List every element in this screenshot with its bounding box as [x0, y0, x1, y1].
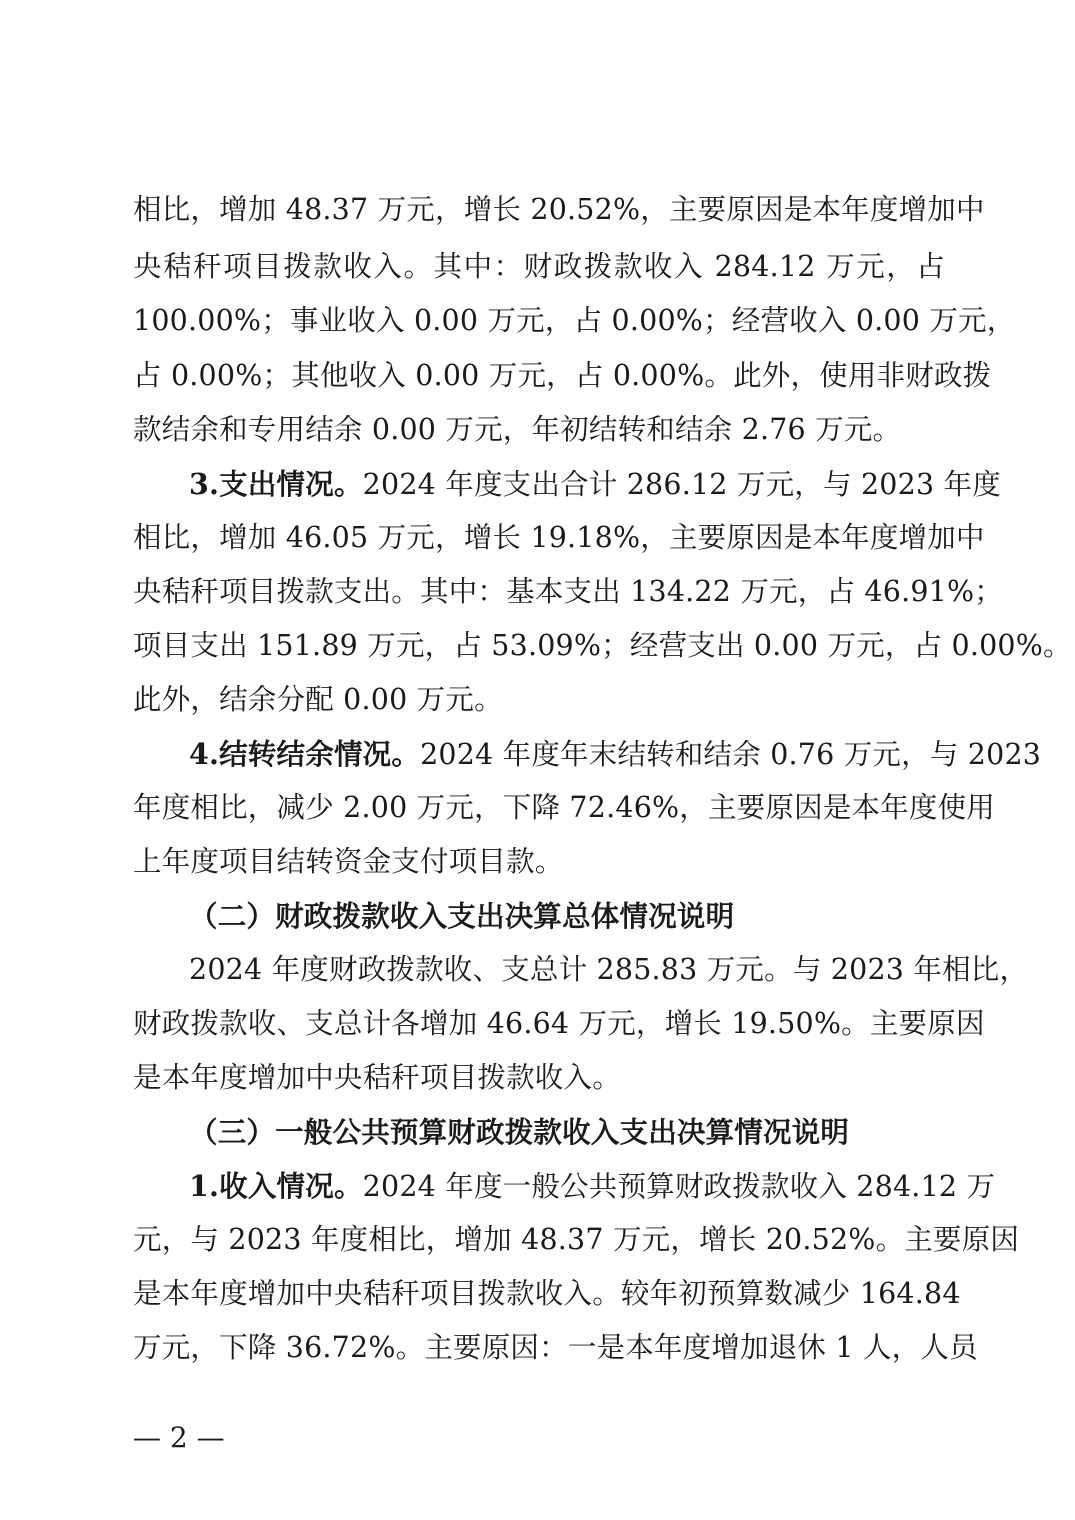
- text-line: 100.00%；事业收入 0.00 万元，占 0.00%；经营收入 0.00 万元，: [133, 304, 1016, 337]
- text-line: 上年度项目结转资金支付项目款。: [133, 845, 564, 878]
- text-line: 是本年度增加中央秸秆项目拨款收入。: [133, 1061, 621, 1094]
- section-title: （三）一般公共预算财政拨款收入支出决算情况说明: [189, 1115, 850, 1149]
- text-span: 2024 年度支出合计 286.12 万元，与 2023 年度: [362, 468, 1001, 501]
- text-line: 元，与 2023 年度相比，增加 48.37 万元，增长 20.52%。主要原因: [133, 1223, 1020, 1256]
- paragraph-heading: 4.结转结余情况。: [189, 737, 421, 771]
- text-line: 年度相比，减少 2.00 万元，下降 72.46%，主要原因是本年度使用: [133, 791, 996, 824]
- text-line: 项目支出 151.89 万元，占 53.09%；经营支出 0.00 万元，占 0.00%。: [133, 629, 1072, 662]
- text-span: 2024 年度一般公共预算财政拨款收入 284.12 万: [362, 1170, 996, 1203]
- text-line: 相比，增加 48.37 万元，增长 20.52%，主要原因是本年度增加中: [133, 193, 985, 226]
- paragraph-first-line: [189, 731, 1042, 777]
- text-line: 是本年度增加中央秸秆项目拨款收入。较年初预算数减少 164.84: [133, 1277, 961, 1310]
- text-line: 财政拨款收、支总计各增加 46.64 万元，增长 19.50%。主要原因: [133, 1007, 985, 1040]
- paragraph-heading: 3.支出情况。: [189, 467, 363, 501]
- text-line: 相比，增加 46.05 万元，增长 19.18%，主要原因是本年度增加中: [133, 521, 985, 554]
- paragraph-heading: 1.收入情况。: [189, 1169, 363, 1203]
- paragraph-first-line: 2024 年度财政拨款收、支总计 285.83 万元。与 2023 年相比，: [189, 953, 1029, 986]
- text-line: 款结余和专用结余 0.00 万元，年初结转和结余 2.76 万元。: [133, 413, 902, 446]
- text-line: 此外，结余分配 0.00 万元。: [133, 683, 503, 716]
- paragraph-first-line: [189, 461, 1001, 507]
- text-span: 2024 年度年末结转和结余 0.76 万元，与 2023: [420, 738, 1042, 771]
- page-number: — 2 —: [133, 1421, 225, 1454]
- text-line: 万元，下降 36.72%。主要原因：一是本年度增加退休 1 人，人员: [133, 1331, 978, 1364]
- section-title: （二）财政拨款收入支出决算总体情况说明: [189, 899, 735, 933]
- paragraph-first-line: [189, 1163, 996, 1209]
- text-line: 央秸秆项目拨款支出。其中：基本支出 134.22 万元，占 46.91%；: [133, 575, 1003, 608]
- text-line: 占 0.00%；其他收入 0.00 万元，占 0.00%。此外，使用非财政拨: [133, 359, 992, 392]
- text-line: 央秸秆项目拨款收入。其中：财政拨款收入 284.12 万元，占: [133, 250, 945, 283]
